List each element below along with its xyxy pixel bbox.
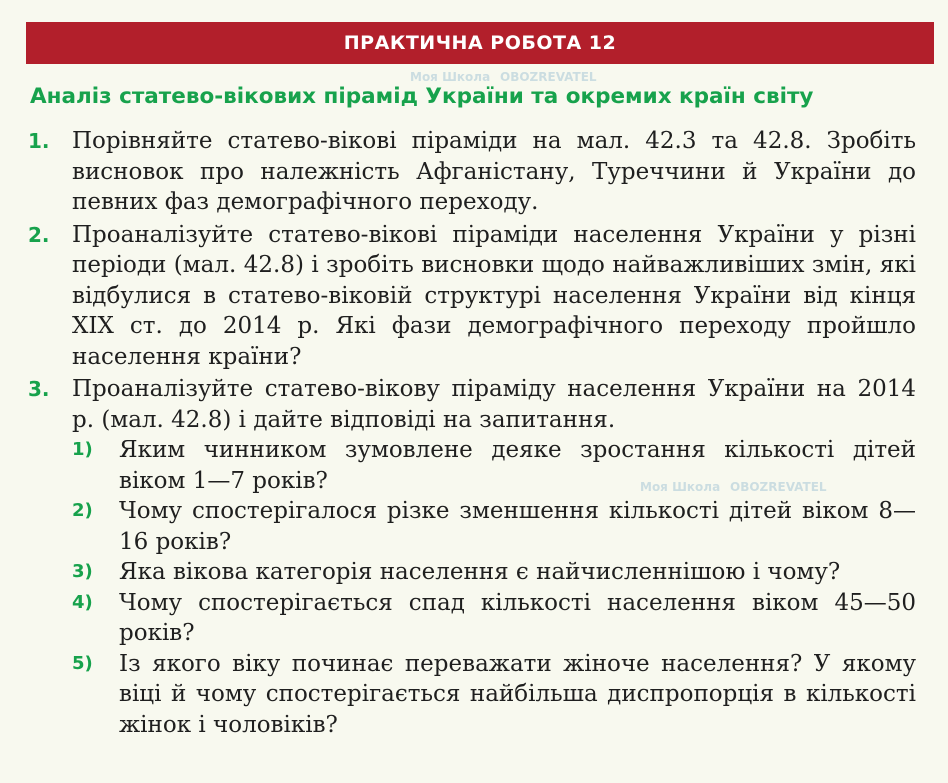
question-text: Яка вікова категорія населення є найчисленнішою і чому? — [119, 559, 841, 585]
task-number: 1. — [28, 129, 50, 153]
practical-work-banner — [26, 22, 934, 64]
question-number: 2) — [72, 500, 93, 521]
task-1 — [28, 126, 916, 218]
question-number: 3) — [72, 561, 93, 582]
task-3 — [28, 374, 916, 740]
banner-title: ПРАКТИЧНА РОБОТА 12 — [343, 32, 617, 54]
task-text: Проаналізуйте статево-вікову піраміду населення України на 2014 р. (мал. 42.8) і дайте відповіді на запитання. — [72, 376, 916, 433]
question-text: Чому спостерігалося різке зменшення кількості дітей віком 8—16 років? — [119, 498, 916, 555]
question-1 — [72, 435, 916, 496]
question-number: 5) — [72, 652, 93, 674]
question-text: Із якого віку починає переважати жіноче населення? У якому віці й чому спостерігається найбільша диспропорція в кількості жінок і чоловіків? — [119, 650, 916, 738]
watermark-brand-b: OBOZREVATEL — [500, 70, 597, 84]
watermark-brand-a: Моя Школа — [410, 70, 491, 84]
task-text: Порівняйте статево-вікові піраміди на мал. 42.3 та 42.8. Зробіть висновок про належність Афганістану, Туреччини й України до певних фаз демографічного переходу. — [72, 128, 916, 215]
question-4 — [72, 588, 916, 649]
task-number: 3. — [28, 377, 50, 401]
question-2 — [72, 496, 916, 557]
task-text: Проаналізуйте статево-вікові піраміди населення України у різні періоди (мал. 42.8) і зробіть висновки щодо найважливіших змін, які відбулися в статево-віковій структурі населення України від кінця XIX ст. до 2014 р. Які фази демографічного переходу пройшло населення країни? — [72, 221, 916, 370]
watermark-brand-a: Моя Школа — [640, 480, 721, 494]
task-number: 2. — [28, 222, 50, 247]
task-2 — [28, 220, 916, 373]
watermark-brand-b: OBOZREVATEL — [730, 480, 827, 494]
question-number: 4) — [72, 591, 93, 613]
question-text: Яким чинником зумовлене деяке зростання кількості дітей віком 1—7 років? — [119, 437, 916, 494]
section-subtitle: Аналіз статево-вікових пірамід України та окремих країн світу — [30, 84, 814, 109]
task-list — [28, 126, 916, 740]
question-text: Чому спостерігається спад кількості населення віком 45—50 років? — [119, 589, 916, 646]
question-3 — [72, 557, 916, 588]
question-5 — [72, 649, 916, 741]
question-number: 1) — [72, 439, 93, 460]
